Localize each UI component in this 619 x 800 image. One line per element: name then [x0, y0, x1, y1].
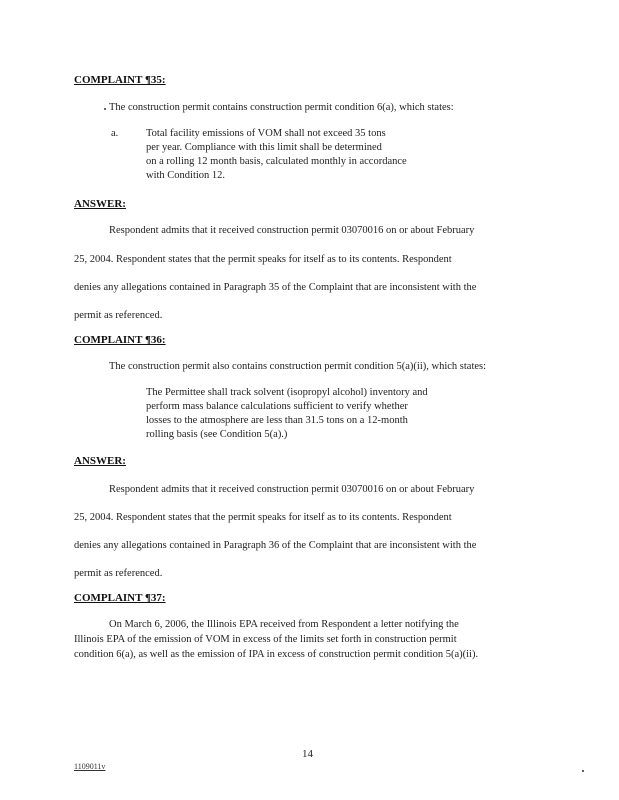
complaint-35-heading: COMPLAINT ¶35:: [74, 74, 166, 86]
answer-35-line: denies any allegations contained in Paragraph 35 of the Complaint that are inconsistent with the: [74, 282, 477, 293]
complaint-35-quote-line: Total facility emissions of VOM shall not exceed 35 tons: [146, 128, 386, 139]
answer-35-line: permit as referenced.: [74, 310, 163, 321]
complaint-36-intro: The construction permit also contains construction permit condition 5(a)(ii), which states:: [109, 361, 487, 372]
page-number: 14: [302, 748, 313, 760]
answer-36-line: denies any allegations contained in Paragraph 36 of the Complaint that are inconsistent with the: [74, 540, 477, 551]
complaint-35-quote-line: per year. Compliance with this limit shall be determined: [146, 142, 382, 153]
complaint-37-line: condition 6(a), as well as the emission of IPA in excess of construction permit condition 5(a)(ii).: [74, 649, 479, 660]
answer-36-line: Respondent admits that it received construction permit 03070016 on or about February: [109, 484, 475, 495]
complaint-35-quote-line: on a rolling 12 month basis, calculated monthly in accordance: [146, 156, 407, 167]
complaint-36-quote-line: perform mass balance calculations sufficient to verify whether: [146, 401, 408, 412]
answer-35-line: Respondent admits that it received construction permit 03070016 on or about February: [109, 225, 475, 236]
complaint-37-line: On March 6, 2006, the Illinois EPA received from Respondent a letter notifying the: [109, 619, 459, 630]
answer-36-line: 25, 2004. Respondent states that the permit speaks for itself as to its contents. Respondent: [74, 512, 452, 523]
stray-mark: [104, 108, 106, 110]
stray-mark: [582, 770, 584, 772]
answer-36-line: permit as referenced.: [74, 568, 163, 579]
complaint-37-line: Illinois EPA of the emission of VOM in excess of the limits set forth in construction permit: [74, 634, 457, 645]
complaint-36-quote-line: The Permittee shall track solvent (isopropyl alcohol) inventory and: [146, 387, 428, 398]
answer-36-heading: ANSWER:: [74, 455, 126, 467]
complaint-37-heading: COMPLAINT ¶37:: [74, 592, 166, 604]
complaint-35-quote-line: with Condition 12.: [146, 170, 226, 181]
complaint-36-quote-line: rolling basis (see Condition 5(a).): [146, 429, 288, 440]
complaint-35-intro: The construction permit contains construction permit condition 6(a), which states:: [109, 102, 454, 113]
answer-35-line: 25, 2004. Respondent states that the permit speaks for itself as to its contents. Respondent: [74, 254, 452, 265]
complaint-36-heading: COMPLAINT ¶36:: [74, 334, 166, 346]
complaint-35-item-label: a.: [111, 128, 119, 139]
document-id: 1109011v: [74, 762, 106, 771]
complaint-36-quote-line: losses to the atmosphere are less than 31.5 tons on a 12-month: [146, 415, 408, 426]
answer-35-heading: ANSWER:: [74, 198, 126, 210]
